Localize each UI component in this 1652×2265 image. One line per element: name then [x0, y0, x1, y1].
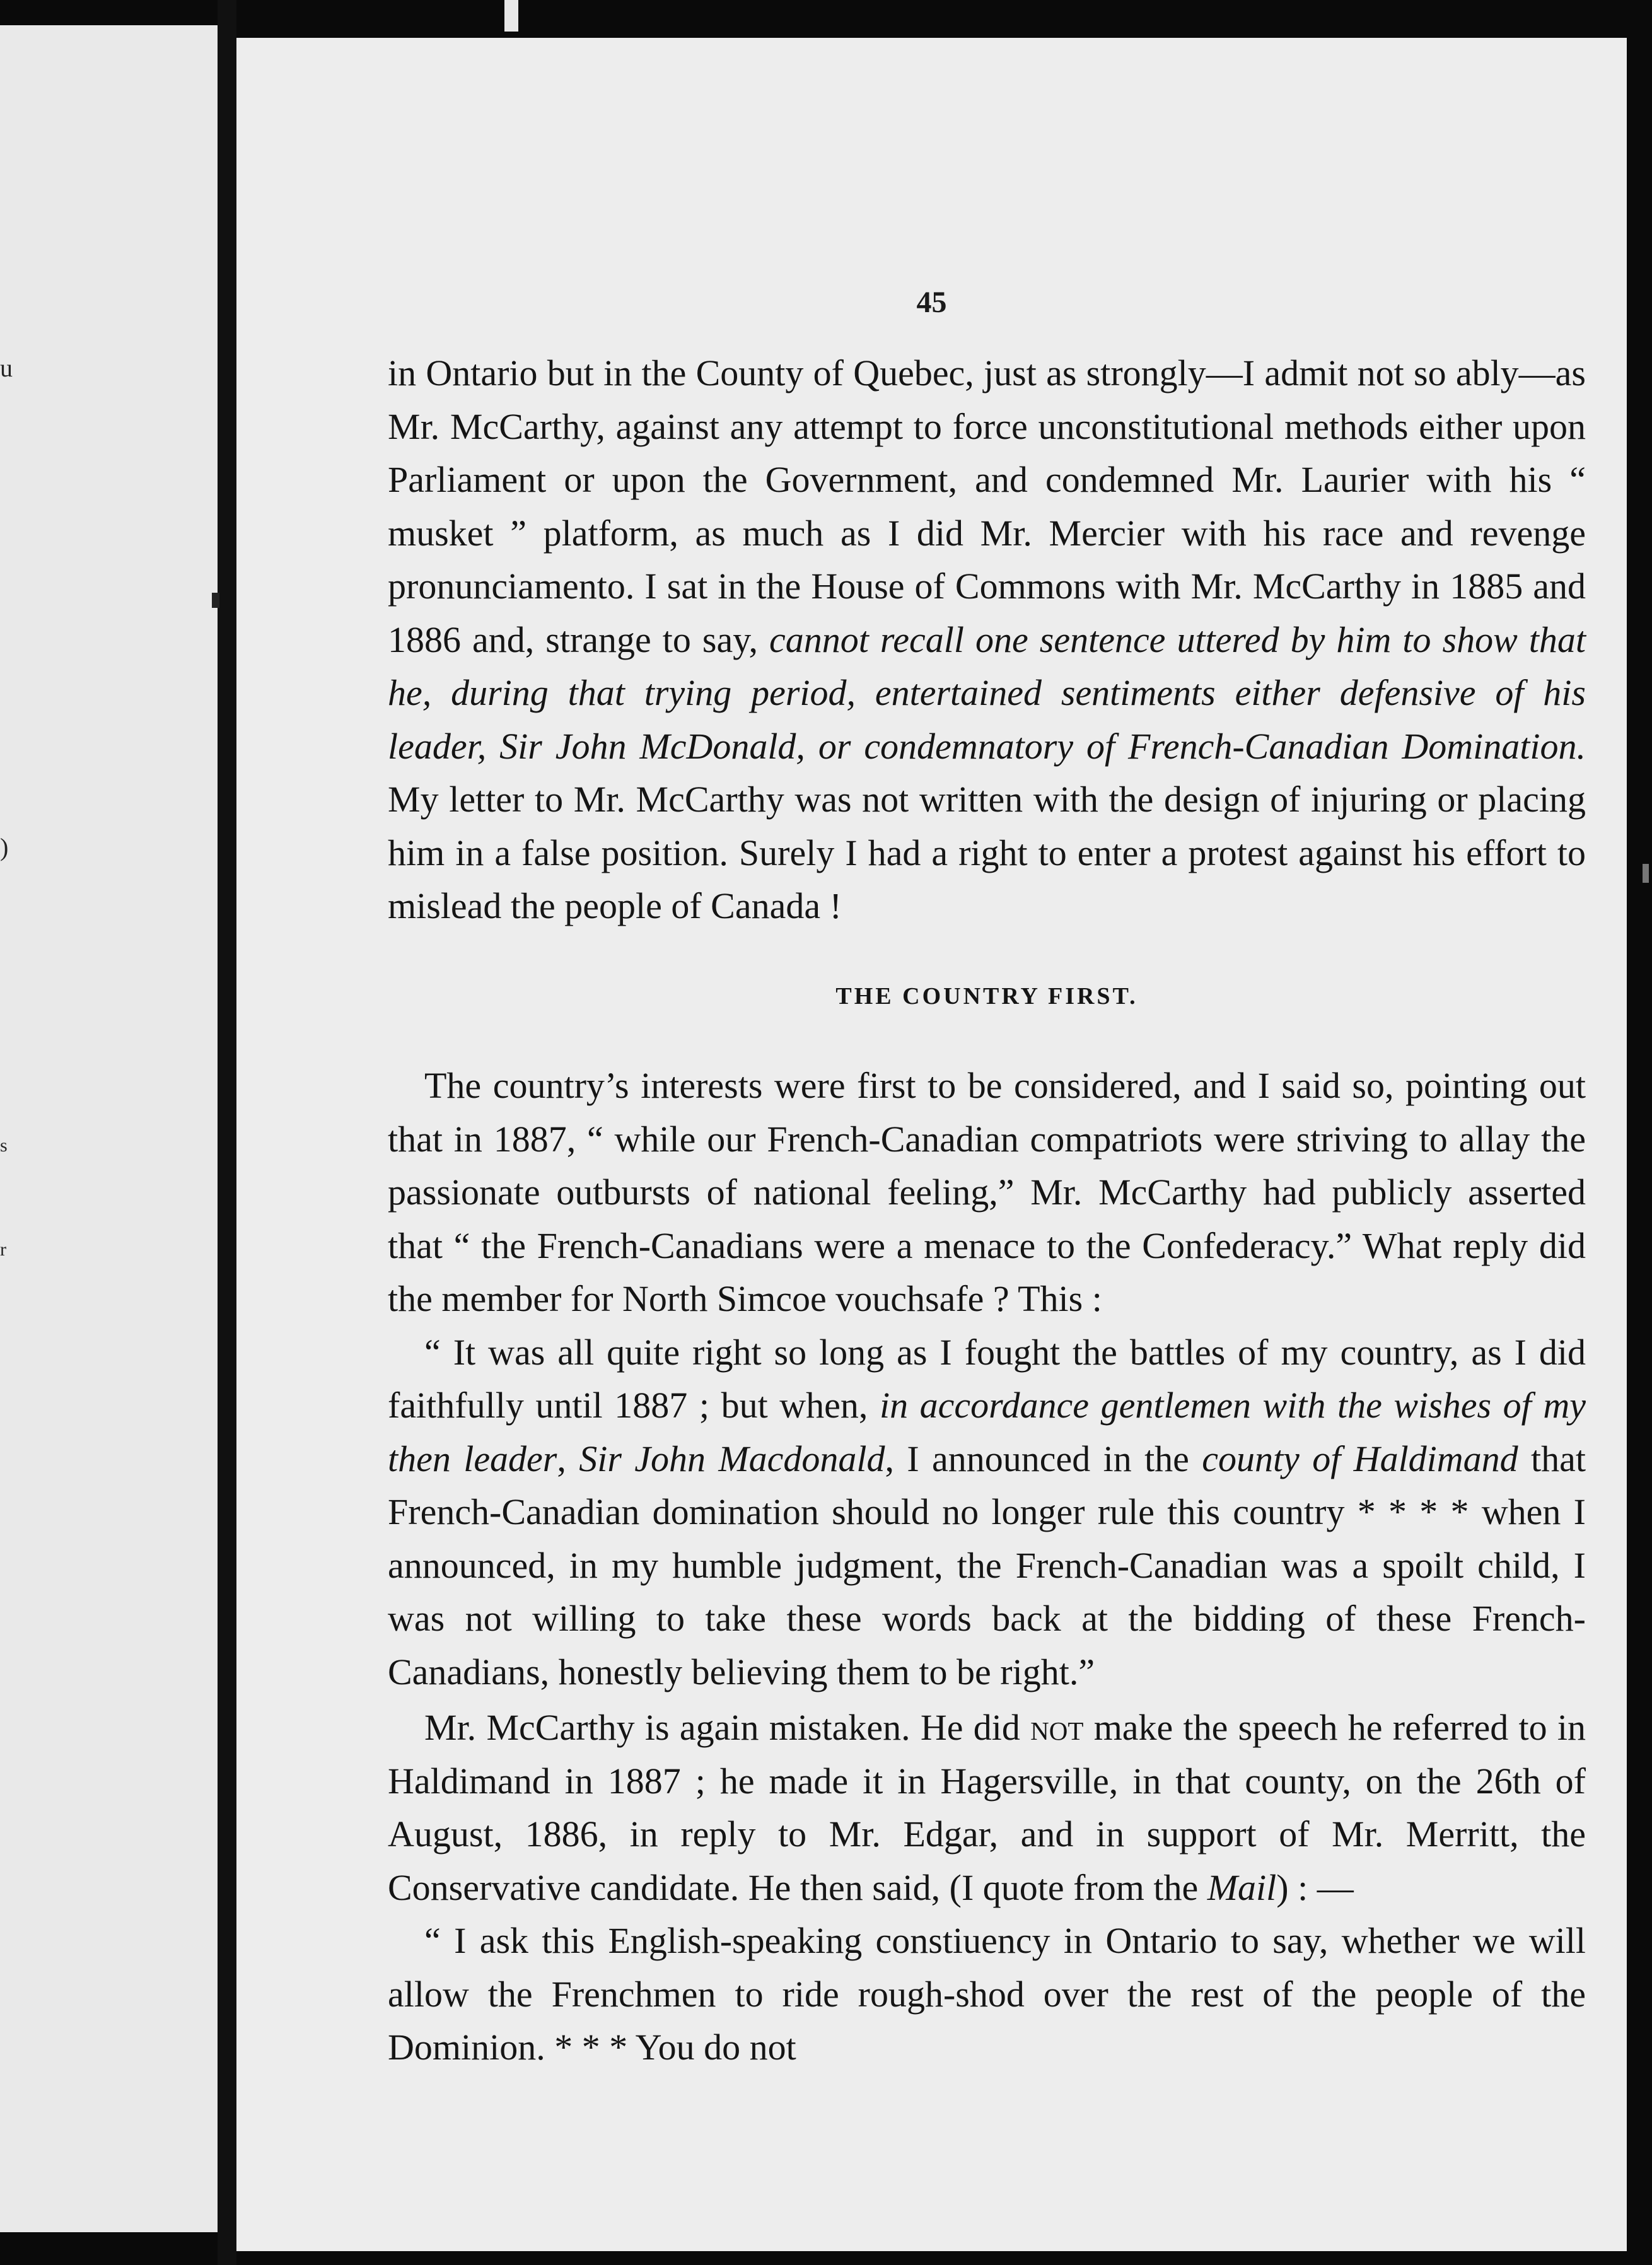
paragraph: in Ontario but in the County of Quebec, just as strongly—I admit not so ably—as Mr. McCarthy, against any attempt to force unconstitutional methods either upon Parliament or upon the Government, and condemned Mr. Laurier with his “ musket ” platform, as much as I did Mr. Mercier with his race and revenge pronunciamento. I sat in the House of Commons with Mr. McCarthy in 1885 and 1886 and, strange to say, cannot recall one sentence uttered by him to show that he, during that trying period, entertained sentiments either defensive of his leader, Sir John McDonald, or condemnatory of French-Canadian Domination. My letter to Mr. McCarthy was not written with the design of injuring or placing him in a false position. Surely I had a right to enter a protest against his effort to mislead the people of Canada !: [388, 352, 1586, 926]
edge-char: u: [0, 354, 13, 382]
paragraph: The country’s interests were first to be considered, and I said so, pointing out that in 1887, “ while our French-Canadian compatriots were striving to allay the passionate outbursts of national feeling,” Mr. McCarthy had publicly asserted that “ the French-Canadians were a menace to the Confederacy.” What reply did the member for North Simcoe vouchsafe ? This :: [388, 1065, 1586, 1319]
scan-speck: [1643, 864, 1649, 883]
page-number: 45: [916, 286, 947, 319]
edge-char: ): [0, 833, 9, 861]
edge-char: s: [0, 1135, 8, 1156]
section-heading: THE COUNTRY FIRST.: [835, 982, 1138, 1010]
scan-speck: [212, 593, 219, 608]
paragraph: Mr. McCarthy is again mistaken. He did not make the speech he referred to in Haldimand in 1887 ; he made it in Hagersville, in that county, on the 26th of August, 1886, in reply to Mr. Edgar, and in support of Mr. Merritt, the Conservative candidate. He then said, (I quote from the Mail) : —: [388, 1707, 1586, 1908]
quote-paragraph: “ I ask this English-speaking constiuency in Ontario to say, whether we will allow the Frenchmen to ride rough-shod over the rest of the people of the Dominion. * * * You do not: [388, 1920, 1586, 2068]
scan-speck: [504, 0, 518, 32]
edge-char: r: [0, 1239, 6, 1260]
quote-paragraph: “ It was all quite right so long as I fought the battles of my country, as I did faithfully until 1887 ; but when, in accordance gentlemen with the wishes of my then leader, Sir John Macdonald, I announced in the county of Haldimand that French-Canadian domination should no longer rule this country * * * * when I announced, in my humble judgment, the French-Canadian was a spoilt child, I was not willing to take these words back at the bidding of these French-Canadians, honestly believing them to be right.”: [388, 1331, 1586, 1692]
